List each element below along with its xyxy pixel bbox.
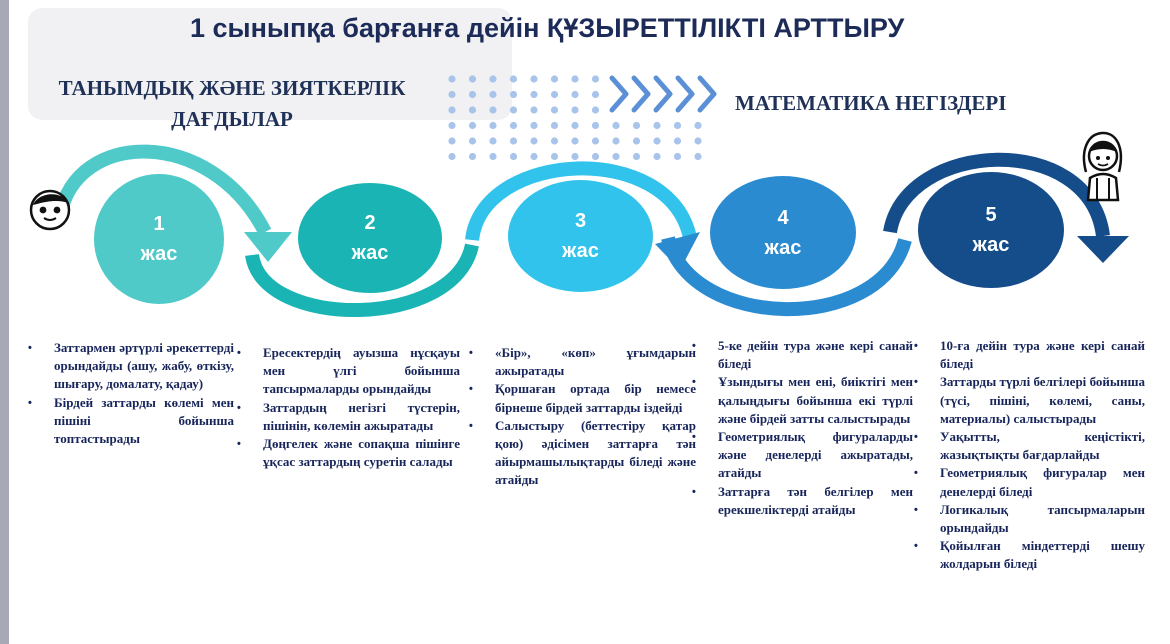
decor-dot bbox=[489, 137, 496, 144]
age-number: 3 bbox=[574, 210, 587, 232]
decor-dot bbox=[530, 137, 537, 144]
child-girl-icon bbox=[1084, 133, 1121, 200]
skill-item: • Уақытты, кеңістікті, жазықтықты бағдарлайды bbox=[940, 428, 1145, 464]
chevron-arrows-icon bbox=[612, 78, 714, 110]
decor-dot bbox=[448, 137, 455, 144]
decor-dot bbox=[571, 122, 578, 129]
skill-item: • 5-ке дейін тура және кері санай біледі bbox=[718, 337, 913, 373]
skill-item: • Заттарды түрлі белгілері бойынша (түсі, пішіні, көлемі, саны, материалы) салыстырады bbox=[940, 373, 1145, 428]
decor-dot bbox=[530, 106, 537, 113]
decor-dot bbox=[448, 91, 455, 98]
decor-dot bbox=[510, 137, 517, 144]
decor-dot bbox=[694, 122, 701, 129]
decor-dot bbox=[448, 122, 455, 129]
skill-item: • Ұзындығы мен ені, биіктігі мен қалыңдығы бойынша екі түрлі және бірдей затты салыстырады bbox=[718, 373, 913, 428]
decor-dot bbox=[653, 153, 660, 160]
decor-dot bbox=[592, 75, 599, 82]
decor-dot bbox=[469, 153, 476, 160]
skill-item: • Салыстыру (беттестіру қатар қою) әдісімен заттарға тән айырмашылықтарды біледі және атайды bbox=[495, 417, 696, 490]
decor-dot bbox=[448, 75, 455, 82]
skill-item: • Заттарға тән белгілер мен ерекшеліктерді атайды bbox=[718, 483, 913, 519]
decor-dot bbox=[653, 122, 660, 129]
decor-dot bbox=[489, 106, 496, 113]
decor-dot bbox=[612, 153, 619, 160]
decor-dot bbox=[551, 137, 558, 144]
age-unit: жас bbox=[764, 236, 802, 259]
age-unit: жас bbox=[351, 242, 389, 264]
skill-item: • Ересектердің ауызша нұсқауы мен үлгі бойынша тапсырмаларды орындайды bbox=[263, 344, 460, 399]
skill-item: • 10-ға дейін тура және кері санай біледі bbox=[940, 337, 1145, 373]
skills-column-age-1 bbox=[54, 339, 234, 448]
decor-dot bbox=[489, 91, 496, 98]
decor-dot bbox=[612, 137, 619, 144]
decor-dot bbox=[674, 137, 681, 144]
skill-item: • Заттармен әртүрлі әрекеттерді орындайды (ашу, жабу, өткізу, шығару, домалату, қадау) bbox=[54, 339, 234, 394]
skills-column-age-5 bbox=[940, 337, 1145, 574]
page-title: 1 сыныпқа барғанға дейін ҚҰЗЫРЕТТІЛІКТІ АРТТЫРУ bbox=[190, 13, 905, 43]
skills-column-age-2 bbox=[263, 344, 460, 471]
skill-item: • «Бір», «көп» ұғымдарын ажыратады bbox=[495, 344, 696, 380]
decor-dot bbox=[530, 75, 537, 82]
age-circle-2 bbox=[298, 183, 442, 293]
age-number: 1 bbox=[153, 213, 165, 235]
decor-dot bbox=[633, 153, 640, 160]
skill-item: • Геометриялық фигураларды және денелерді ажыратады, атайды bbox=[718, 428, 913, 483]
arrow-4-head bbox=[655, 232, 700, 270]
decor-dot bbox=[510, 75, 517, 82]
age-circle-5 bbox=[918, 172, 1064, 288]
decor-dot bbox=[489, 153, 496, 160]
decor-dot bbox=[551, 122, 558, 129]
decor-dot bbox=[592, 122, 599, 129]
skills-column-age-3 bbox=[495, 344, 696, 490]
decor-dot bbox=[674, 153, 681, 160]
decor-dot bbox=[653, 137, 660, 144]
age-circle-3 bbox=[508, 180, 653, 292]
age-unit: жас bbox=[972, 234, 1010, 256]
decor-dot bbox=[510, 122, 517, 129]
decor-dot bbox=[592, 106, 599, 113]
skill-item: • Геометриялық фигуралар мен денелерді біледі bbox=[940, 464, 1145, 500]
age-number: 5 bbox=[985, 204, 997, 226]
decor-dot bbox=[592, 153, 599, 160]
decor-dot bbox=[612, 122, 619, 129]
decor-dot bbox=[489, 122, 496, 129]
decor-dot bbox=[633, 122, 640, 129]
decor-dot bbox=[448, 106, 455, 113]
decor-dot bbox=[448, 153, 455, 160]
decor-dot bbox=[551, 153, 558, 160]
decor-dot bbox=[510, 153, 517, 160]
age-number: 2 bbox=[364, 212, 376, 234]
decor-dot bbox=[633, 137, 640, 144]
decor-dot bbox=[469, 106, 476, 113]
age-unit: жас bbox=[140, 243, 178, 265]
decor-dot bbox=[571, 137, 578, 144]
decor-dot bbox=[551, 106, 558, 113]
decor-dot bbox=[571, 75, 578, 82]
decor-dot bbox=[694, 153, 701, 160]
section-title-math: МАТЕМАТИКА НЕГІЗДЕРІ bbox=[735, 91, 1007, 115]
decor-dot bbox=[571, 91, 578, 98]
skill-item: • Бірдей заттарды көлемі мен пішіні бойынша топтастырады bbox=[54, 394, 234, 449]
decor-dot bbox=[571, 153, 578, 160]
skill-item: • Дөңгелек және сопақша пішінге ұқсас заттардың суретін салады bbox=[263, 435, 460, 471]
skill-item: • Қоршаған ортада бір немесе бірнеше бірдей заттарды іздейді bbox=[495, 380, 696, 416]
decor-dot bbox=[551, 91, 558, 98]
decor-dot bbox=[510, 91, 517, 98]
decor-dot bbox=[469, 75, 476, 82]
decor-dot bbox=[674, 122, 681, 129]
decor-dot bbox=[469, 122, 476, 129]
decor-dot bbox=[510, 106, 517, 113]
decor-dot bbox=[530, 122, 537, 129]
decor-dot bbox=[592, 137, 599, 144]
decor-dot bbox=[530, 153, 537, 160]
decor-dot bbox=[469, 137, 476, 144]
section-title-line-1: ТАНЫМДЫҚ ЖӘНЕ ЗИЯТКЕРЛІК bbox=[58, 76, 406, 100]
age-circle-1 bbox=[94, 174, 224, 304]
arrow-5-head bbox=[1077, 236, 1129, 263]
decor-dot bbox=[551, 75, 558, 82]
decor-dot bbox=[694, 137, 701, 144]
skill-item: • Заттардың негізгі түстерін, пішінін, көлемін ажыратады bbox=[263, 399, 460, 435]
decor-dot bbox=[592, 91, 599, 98]
decor-dot bbox=[530, 91, 537, 98]
section-title-line-2: ДАҒДЫЛАР bbox=[171, 107, 293, 131]
decor-dot bbox=[469, 91, 476, 98]
skill-item: • Логикалық тапсырмаларын орындайды bbox=[940, 501, 1145, 537]
skill-item: • Қойылған міндеттерді шешу жолдарын біледі bbox=[940, 537, 1145, 573]
skills-column-age-4 bbox=[718, 337, 913, 519]
child-face-icon bbox=[31, 191, 69, 229]
age-unit: жас bbox=[562, 240, 599, 262]
decor-dot bbox=[571, 106, 578, 113]
age-circle-4 bbox=[710, 176, 856, 289]
age-number: 4 bbox=[777, 206, 789, 229]
decor-dot bbox=[489, 75, 496, 82]
